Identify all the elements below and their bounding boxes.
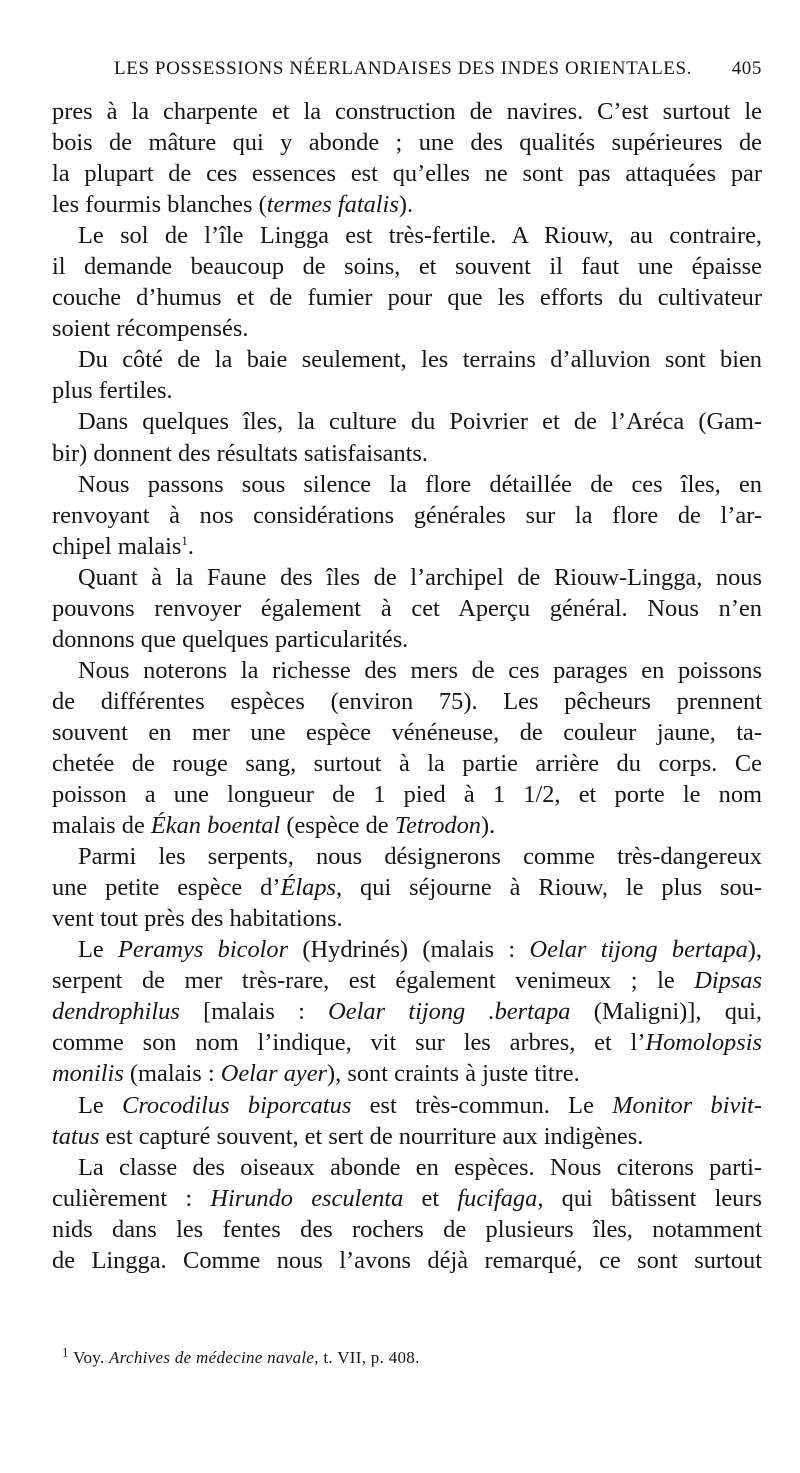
italic-term: tatus (52, 1122, 100, 1150)
running-header (114, 58, 762, 80)
text-run: . (187, 532, 194, 560)
text-run: poisson a une longueur de 1 pied à 1 1/2, et porte le nom (52, 781, 762, 809)
italic-term: Ékan boental (150, 812, 281, 840)
text-line (52, 655, 762, 686)
text-run: serpent de mer très-rare, est également venimeux ; le (52, 967, 695, 995)
text-run: la plupart de ces essences est qu’elles ne sont pas attaquées par (52, 160, 762, 188)
text-run: malais de (52, 812, 151, 840)
text-line (52, 220, 762, 251)
italic-term: Dipsas (694, 967, 762, 995)
text-line (52, 965, 762, 996)
text-line (52, 593, 762, 624)
italic-term: Crocodilus biporcatus (122, 1091, 352, 1119)
text-run: renvoyant à nos considérations générales sur la flore de l’ar- (52, 501, 762, 529)
text-line (52, 1152, 762, 1183)
footnote-journal-title: Archives de médecine navale (109, 1348, 315, 1367)
text-line (52, 934, 762, 965)
text-run: , qui séjourne à Riouw, le plus sou- (336, 874, 763, 902)
italic-term: dendrophilus (52, 998, 180, 1026)
page-number: 405 (731, 58, 762, 79)
text-run: chipel malais (52, 532, 182, 560)
text-line (52, 469, 762, 500)
text-run: de différentes espèces (environ 75). Les pêcheurs prennent (52, 687, 762, 715)
text-run: ), sont craints à juste titre. (327, 1060, 580, 1088)
text-line (52, 562, 762, 593)
footnote (62, 1344, 762, 1368)
text-run: , qui bâtissent leurs (537, 1184, 762, 1212)
italic-term: Homolopsis (645, 1029, 762, 1057)
text-run: vent tout près des habitations. (52, 905, 343, 933)
text-run: chetée de rouge sang, surtout à la partie arrière du corps. Ce (52, 749, 762, 777)
text-run: ), (747, 936, 763, 964)
text-line (52, 251, 762, 282)
text-run: ). (481, 812, 496, 840)
text-line (52, 1090, 762, 1121)
text-line (52, 438, 762, 469)
text-run: souvent en mer une espèce vénéneuse, de couleur jaune, ta- (52, 718, 762, 746)
footnote-prefix: Voy. (73, 1348, 110, 1367)
text-run: bois de mâture qui y abonde ; une des qualités supérieures de (52, 129, 762, 157)
text-run: Parmi les serpents, nous désignerons comme très-dangereux (78, 843, 762, 871)
text-line (52, 903, 762, 934)
text-run: il demande beaucoup de soins, et souvent il faut une épaisse (52, 253, 762, 281)
text-line (52, 406, 762, 437)
text-run: [malais : (179, 998, 329, 1026)
text-line (52, 375, 762, 406)
text-line (52, 96, 762, 127)
text-run: de Lingga. Comme nous l’avons déjà remarqué, ce sont surtout (52, 1246, 762, 1274)
text-run: est très-commun. Le (351, 1091, 613, 1119)
text-run: plus fertiles. (52, 377, 173, 405)
body-text (52, 96, 762, 1276)
text-run: La classe des oiseaux abonde en espèces. Nous citerons parti- (78, 1153, 762, 1181)
text-run: ). (398, 191, 414, 219)
text-line (52, 779, 762, 810)
text-line (52, 1121, 762, 1152)
text-run: Le sol de l’île Lingga est très-fertile. A Riouw, au contraire, (78, 222, 762, 250)
text-line (52, 1058, 762, 1089)
footnote-mark: 1 (62, 1344, 69, 1360)
italic-term: termes fatalis (266, 191, 399, 219)
italic-term: Monitor bivit- (612, 1091, 762, 1119)
running-title: LES POSSESSIONS NÉERLANDAISES DES INDES ORIENTALES. (114, 58, 693, 79)
text-run: nids dans les fentes des rochers de plusieurs îles, notamment (52, 1215, 762, 1243)
text-line (52, 158, 762, 189)
text-run: couche d’humus et de fumier pour que les efforts du cultivateur (52, 284, 762, 312)
text-line (52, 996, 762, 1027)
text-line (52, 1214, 762, 1245)
text-run: donnons que quelques particularités. (52, 625, 409, 653)
text-run: culièrement : (52, 1184, 211, 1212)
text-run: (espèce de (280, 812, 395, 840)
italic-term: Hirundo esculenta (210, 1184, 404, 1212)
italic-term: Peramys bicolor (118, 936, 289, 964)
text-run: (Hydrinés) (malais : (288, 936, 530, 964)
text-run: pouvons renvoyer également à cet Aperçu général. Nous n’en (52, 594, 762, 622)
text-run: Du côté de la baie seulement, les terrains d’alluvion sont bien (78, 346, 762, 374)
text-run: Le (78, 936, 119, 964)
italic-term: Tetrodon (394, 812, 481, 840)
text-line (52, 841, 762, 872)
text-line (52, 748, 762, 779)
text-run: bir) donnent des résultats satisfaisants. (52, 439, 428, 467)
text-run: comme son nom l’indique, vit sur les arbres, et l’ (52, 1029, 646, 1057)
italic-term: Élaps (280, 874, 337, 902)
text-line (52, 1027, 762, 1058)
text-line (52, 810, 762, 841)
italic-term: fucifaga (457, 1184, 538, 1212)
text-run: Nous noterons la richesse des mers de ces parages en poissons (78, 656, 762, 684)
text-line (52, 313, 762, 344)
text-run: est capturé souvent, et sert de nourriture aux indigènes. (99, 1122, 644, 1150)
italic-term: monilis (52, 1060, 124, 1088)
text-line (52, 686, 762, 717)
text-line (52, 872, 762, 903)
text-run: Nous passons sous silence la flore détaillée de ces îles, en (78, 470, 762, 498)
footnote-ref: 1 (181, 532, 188, 548)
text-line (52, 189, 762, 220)
text-run: Le (78, 1091, 123, 1119)
text-run: (malais : (123, 1060, 221, 1088)
text-line (52, 1245, 762, 1276)
text-line (52, 282, 762, 313)
text-line (52, 624, 762, 655)
text-run: (Maligni)], qui, (570, 998, 762, 1026)
text-line (52, 344, 762, 375)
text-run: une petite espèce d’ (52, 874, 281, 902)
text-run: Dans quelques îles, la culture du Poivrier et de l’Aréca (Gam- (78, 408, 762, 436)
text-run: les fourmis blanches ( (52, 191, 267, 219)
text-line (52, 1183, 762, 1214)
text-run: pres à la charpente et la construction de navires. C’est surtout le (52, 98, 762, 125)
text-line (52, 127, 762, 158)
text-run: et (403, 1184, 458, 1212)
footnote-reference: , t. VII, p. 408. (314, 1348, 420, 1367)
text-line (52, 717, 762, 748)
text-run: soient récompensés. (52, 315, 249, 343)
italic-term: Oelar ayer (220, 1060, 328, 1088)
text-run: Quant à la Faune des îles de l’archipel de Riouw-Lingga, nous (78, 563, 762, 591)
italic-term: Oelar tijong bertapa (529, 936, 748, 964)
italic-term: Oelar tijong .bertapa (328, 998, 571, 1026)
text-line (52, 531, 762, 562)
text-line (52, 500, 762, 531)
